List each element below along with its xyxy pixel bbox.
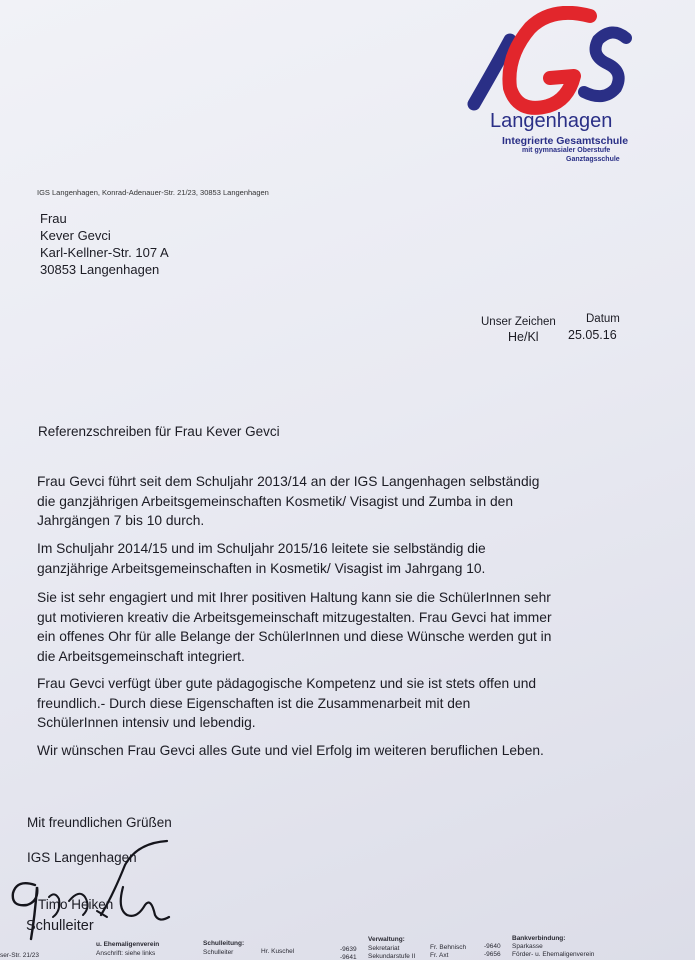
footer-bank-label: Bankverbindung: — [512, 935, 566, 942]
recipient-city: 30853 Langenhagen — [40, 262, 160, 277]
body-paragraph — [37, 588, 597, 666]
text-line: Frau Gevci führt seit dem Schuljahr 2013/14 an der IGS Langenhagen selbständig — [37, 474, 540, 489]
text-line: Wir wünschen Frau Gevci alles Gute und viel Erfolg im weiteren beruflichen Leben. — [37, 743, 544, 758]
logo-subtitle: Ganztagsschule — [566, 156, 620, 163]
logo-subtitle: mit gymnasialer Oberstufe — [522, 147, 611, 154]
footer-phone: -9640 — [484, 943, 501, 950]
text-line: Sie ist sehr engagiert und mit Ihrer positiven Haltung kann sie die SchülerInnen sehr — [37, 590, 551, 605]
logo-subtitle: Integrierte Gesamtschule — [502, 135, 629, 147]
footer-leadership-role: Schulleiter — [203, 949, 234, 956]
body-paragraph — [37, 674, 597, 733]
footer-bank: Sparkasse — [512, 943, 543, 950]
footer-leadership-label: Schulleitung: — [203, 940, 245, 947]
letter-footer — [0, 935, 695, 960]
footer-association-address: Anschrift: siehe links — [96, 950, 156, 957]
sender-line: IGS Langenhagen, Konrad-Adenauer-Str. 21/23, 30853 Langenhagen — [37, 188, 269, 197]
footer-phone: -9641 — [340, 954, 357, 960]
date-label: Datum — [586, 313, 620, 325]
footer-association: u. Ehemaligenverein — [96, 941, 160, 948]
footer-office: Sekretariat — [368, 945, 400, 952]
reference-value: He/Kl — [508, 330, 539, 344]
recipient-salutation: Frau — [40, 211, 67, 226]
footer-phone: -9639 — [340, 946, 357, 953]
body-paragraph — [37, 741, 597, 761]
text-line: die Arbeitsgemeinschaft integriert. — [37, 648, 245, 664]
text-line: gut motivieren kreativ die Arbeitsgemeinschaft mitzugestalten. Frau Gevci hat immer — [37, 609, 552, 625]
text-line: freundlich.- Durch diese Eigenschaften ist die Zusammenarbeit mit den — [37, 695, 471, 711]
footer-administration-label: Verwaltung: — [368, 936, 405, 943]
closing-greeting: Mit freundlichen Grüßen — [27, 815, 172, 830]
footer-phone: -9656 — [484, 951, 501, 958]
footer-leadership-name: Hr. Kuschel — [261, 948, 295, 955]
body-paragraph — [37, 539, 597, 578]
recipient-street: Karl-Kellner-Str. 107 A — [40, 245, 169, 260]
text-line: Jahrgängen 7 bis 10 durch. — [37, 513, 205, 528]
school-logo — [466, 6, 646, 166]
text-line: Frau Gevci verfügt über gute pädagogische Kompetenz und sie ist stets offen und — [37, 676, 537, 691]
footer-bank: Förder- u. Ehemaligenverein — [512, 951, 595, 958]
igs-logo-mark — [466, 6, 646, 116]
text-line: Im Schuljahr 2014/15 und im Schuljahr 2015/16 leitete sie selbständig die — [37, 541, 486, 556]
body-paragraph — [37, 472, 597, 531]
footer-office: Sekundarstufe II — [368, 953, 416, 960]
text-line: SchülerInnen intensiv und lebendig. — [37, 715, 256, 730]
subject-line: Referenzschreiben für Frau Kever Gevci — [38, 424, 280, 439]
text-line: die ganzjährigen Arbeitsgemeinschaften Kosmetik/ Visagist und Zumba in den — [37, 493, 514, 509]
signatory-name: Timo Heiken — [38, 897, 114, 912]
text-line: ganzjährige Arbeitsgemeinschaften in Kosmetik/ Visagist im Jahrgang 10. — [37, 560, 486, 576]
footer-contact: Fr. Axt — [430, 952, 449, 959]
footer-address: ser-Str. 21/23 — [0, 952, 40, 959]
recipient-name: Kever Gevci — [40, 228, 111, 243]
text-line: ein offenes Ohr für alle Belange der SchülerInnen und diese Wünsche werden gut in — [37, 629, 552, 644]
date-value: 25.05.16 — [568, 328, 617, 342]
footer-contact: Fr. Behnisch — [430, 944, 467, 951]
closing-organization: IGS Langenhagen — [27, 850, 137, 865]
signatory-role: Schulleiter — [26, 918, 94, 934]
reference-label: Unser Zeichen — [481, 316, 556, 328]
logo-city: Langenhagen — [490, 110, 613, 132]
